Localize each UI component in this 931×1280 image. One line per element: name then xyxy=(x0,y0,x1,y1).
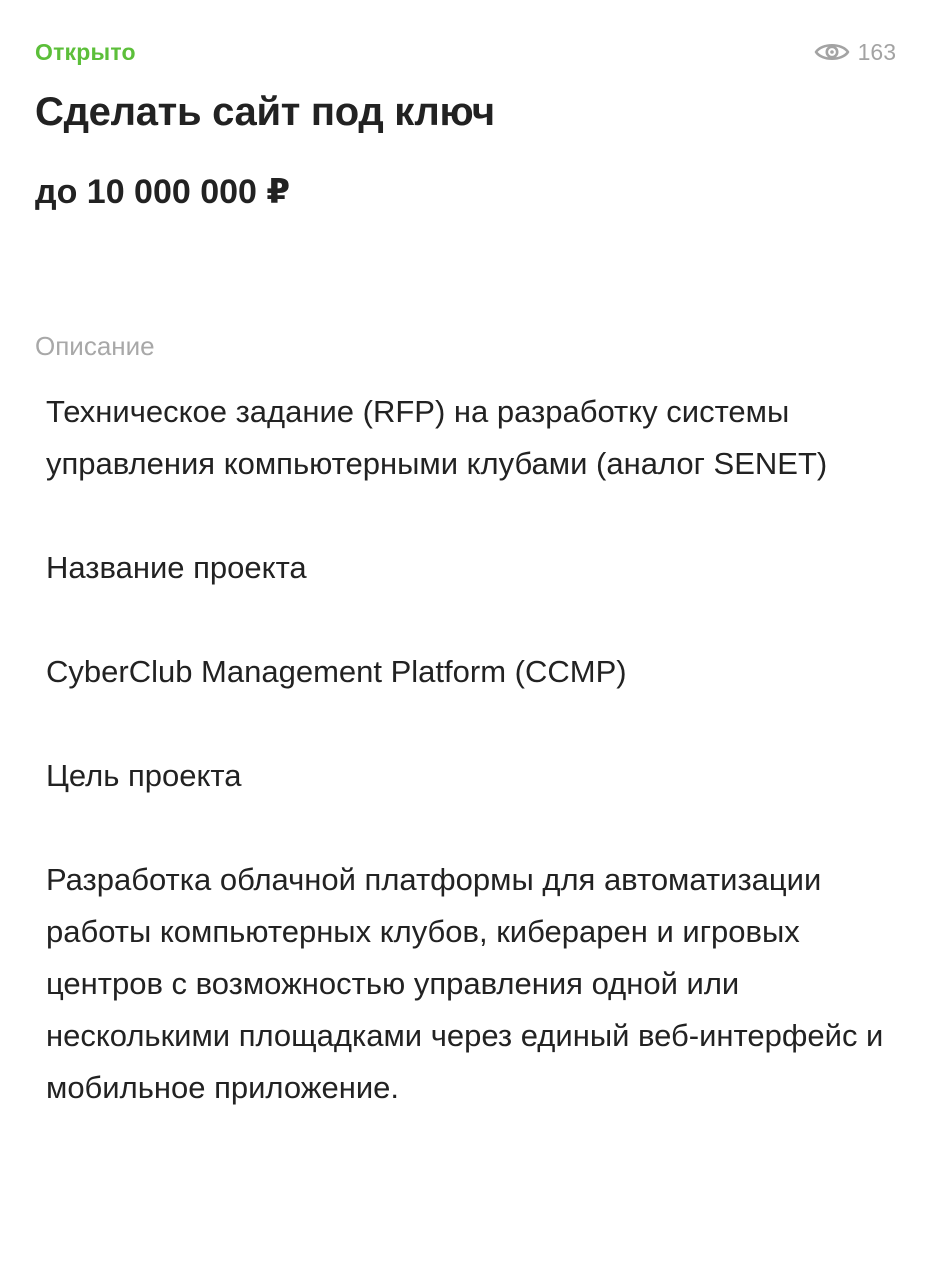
order-header xyxy=(35,34,896,70)
views-counter xyxy=(814,39,896,66)
budget-amount: до 10 000 000 ₽ xyxy=(35,173,291,211)
description-label: Описание xyxy=(35,331,155,361)
description-body xyxy=(46,386,886,1166)
description-paragraph: Разработка облачной платформы для автоматизации работы компьютерных клубов, киберарен и игровых центров с возможностью управления одной или несколькими площадками через единый веб-интерфейс и мобильное приложение. xyxy=(46,862,884,1105)
description-paragraph: Название проекта xyxy=(46,550,307,585)
views-count: 163 xyxy=(857,38,896,65)
page-title: Сделать сайт под ключ xyxy=(35,90,495,134)
description-paragraph: Техническое задание (RFP) на разработку системы управления компьютерными клубами (аналог SENET) xyxy=(46,394,828,481)
description-paragraph: Цель проекта xyxy=(46,758,242,793)
description-paragraph: CyberClub Management Platform (CCMP) xyxy=(46,654,627,689)
status-badge: Открыто xyxy=(35,38,136,65)
eye-icon xyxy=(814,40,850,64)
